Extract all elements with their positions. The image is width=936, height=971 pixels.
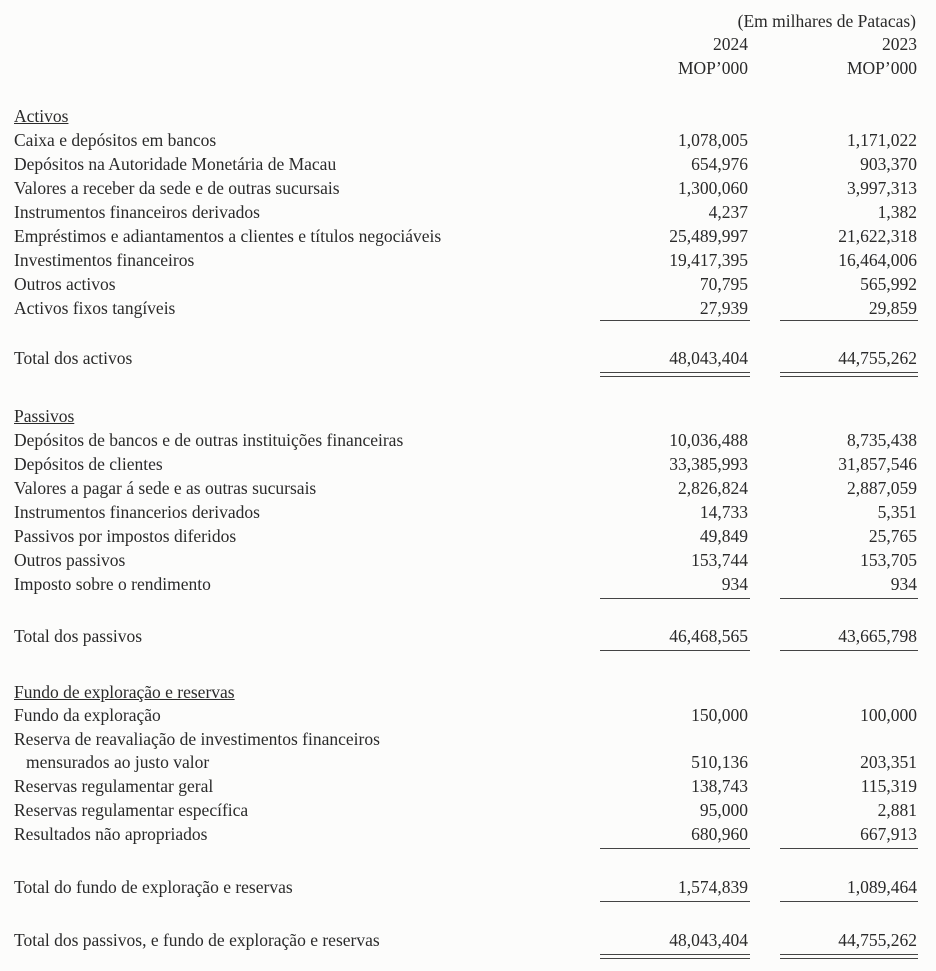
table-row xyxy=(14,176,924,200)
value-2023: 44,755,262 xyxy=(838,930,917,950)
table-row xyxy=(14,798,924,822)
table-row xyxy=(14,272,924,296)
value-2023: 2,887,059 xyxy=(847,478,917,498)
total-assets-row xyxy=(14,346,924,370)
value-2024: 153,744 xyxy=(691,550,748,570)
value-2024: 49,849 xyxy=(699,526,748,546)
row-label: Depósitos de clientes xyxy=(14,454,163,474)
table-row xyxy=(14,476,924,500)
value-2023: 44,755,262 xyxy=(838,348,917,368)
table-row xyxy=(14,727,924,751)
subtotal-rule xyxy=(780,598,918,599)
value-2023: 2,881 xyxy=(877,800,917,820)
row-label: Total dos passivos, e fundo de exploração e reservas xyxy=(14,930,380,950)
value-2024: 95,000 xyxy=(699,800,748,820)
value-2024: 680,960 xyxy=(691,824,748,844)
table-row xyxy=(14,774,924,798)
row-label: Activos fixos tangíveis xyxy=(14,298,176,318)
value-2023: 565,992 xyxy=(860,274,917,294)
value-2024: 1,078,005 xyxy=(678,130,748,150)
table-row xyxy=(14,248,924,272)
table-row xyxy=(14,500,924,524)
currency-2024-header: MOP’000 xyxy=(677,58,748,78)
total-liabilities-row xyxy=(14,624,924,648)
double-rule xyxy=(600,372,750,377)
value-2023: 5,351 xyxy=(877,502,917,522)
row-label: Depósitos na Autoridade Monetária de Macau xyxy=(14,154,337,174)
subtotal-rule xyxy=(600,848,750,849)
value-2024: 138,743 xyxy=(691,776,748,796)
row-label: Total dos passivos xyxy=(14,626,143,646)
value-2024: 2,826,824 xyxy=(678,478,748,498)
subtotal-rule xyxy=(600,598,750,599)
row-label: Total dos activos xyxy=(14,348,133,368)
value-2023: 43,665,798 xyxy=(838,626,917,646)
subtotal-rule xyxy=(780,320,918,321)
value-2024: 1,300,060 xyxy=(678,178,748,198)
value-2024: 10,036,488 xyxy=(669,430,748,450)
value-2024: 510,136 xyxy=(691,752,748,772)
table-row xyxy=(14,152,924,176)
value-2023: 8,735,438 xyxy=(847,430,917,450)
row-label: Instrumentos financerios derivados xyxy=(14,502,260,522)
value-2023: 21,622,318 xyxy=(838,226,917,246)
row-label: Empréstimos e adiantamentos a clientes e títulos negociáveis xyxy=(14,226,442,246)
subtotal-rule xyxy=(600,320,750,321)
table-row xyxy=(14,572,924,596)
row-label: Outros activos xyxy=(14,274,116,294)
row-label: Investimentos financeiros xyxy=(14,250,195,270)
row-label: Reservas regulamentar geral xyxy=(14,776,214,796)
value-2024: 654,976 xyxy=(691,154,748,174)
value-2024: 48,043,404 xyxy=(669,348,748,368)
value-2023: 1,089,464 xyxy=(847,877,917,897)
equity-section-title xyxy=(14,680,924,704)
table-row xyxy=(14,200,924,224)
value-2023: 1,382 xyxy=(877,202,917,222)
row-label: Valores a receber da sede e de outras sucursais xyxy=(14,178,340,198)
value-2024: 14,733 xyxy=(699,502,748,522)
currency-2023-header: MOP’000 xyxy=(846,58,917,78)
row-label: Caixa e depósitos em bancos xyxy=(14,130,217,150)
row-label: Total do fundo de exploração e reservas xyxy=(14,877,293,897)
row-label: mensurados ao justo valor xyxy=(26,752,210,772)
value-2023: 25,765 xyxy=(868,526,917,546)
value-2023: 903,370 xyxy=(860,154,917,174)
double-rule xyxy=(600,954,750,959)
row-label: Fundo da exploração xyxy=(14,705,161,725)
grand-total-row xyxy=(14,928,924,952)
value-2023: 3,997,313 xyxy=(847,178,917,198)
value-2023: 31,857,546 xyxy=(838,454,917,474)
value-2024: 150,000 xyxy=(691,705,748,725)
row-label: Imposto sobre o rendimento xyxy=(14,574,211,594)
table-row xyxy=(14,548,924,572)
row-label: Resultados não apropriados xyxy=(14,824,208,844)
year-2023-header: 2023 xyxy=(882,34,917,54)
value-2024: 19,417,395 xyxy=(669,250,748,270)
table-row xyxy=(14,296,924,320)
section-title: Passivos xyxy=(14,406,75,426)
value-2024: 25,489,997 xyxy=(669,226,748,246)
row-label: Outros passivos xyxy=(14,550,126,570)
double-rule xyxy=(780,372,918,377)
value-2024: 70,795 xyxy=(699,274,748,294)
section-title: Activos xyxy=(14,106,69,126)
value-2023: 1,171,022 xyxy=(847,130,917,150)
table-row xyxy=(14,524,924,548)
table-row xyxy=(14,452,924,476)
value-2023: 100,000 xyxy=(860,705,917,725)
table-row xyxy=(14,750,924,774)
value-2023: 934 xyxy=(890,574,917,594)
value-2023: 667,913 xyxy=(860,824,917,844)
total-equity-row xyxy=(14,875,924,899)
row-label: Instrumentos financeiros derivados xyxy=(14,202,260,222)
value-2024: 48,043,404 xyxy=(669,930,748,950)
liabilities-section-title xyxy=(14,404,924,428)
assets-section-title xyxy=(14,104,924,128)
value-2024: 934 xyxy=(721,574,748,594)
value-2023: 115,319 xyxy=(860,776,917,796)
value-2024: 33,385,993 xyxy=(669,454,748,474)
table-row xyxy=(14,822,924,846)
table-row xyxy=(14,128,924,152)
value-2023: 29,859 xyxy=(868,298,917,318)
row-label: Passivos por impostos diferidos xyxy=(14,526,237,546)
value-2023: 16,464,006 xyxy=(838,250,917,270)
subtotal-rule xyxy=(780,848,918,849)
value-2024: 4,237 xyxy=(708,202,748,222)
subtotal-rule xyxy=(780,901,918,902)
table-row xyxy=(14,224,924,248)
double-rule xyxy=(780,954,918,959)
subtotal-rule xyxy=(780,650,918,651)
value-2024: 46,468,565 xyxy=(669,626,748,646)
subtotal-rule xyxy=(600,901,750,902)
value-2024: 27,939 xyxy=(699,298,748,318)
row-label: Reservas regulamentar específica xyxy=(14,800,249,820)
row-label: Depósitos de bancos e de outras instituições financeiras xyxy=(14,430,404,450)
unit-note: (Em milhares de Patacas) xyxy=(737,11,916,31)
value-2023: 153,705 xyxy=(860,550,917,570)
section-title: Fundo de exploração e reservas xyxy=(14,682,235,702)
row-label: Reserva de reavaliação de investimentos financeiros xyxy=(14,729,380,749)
value-2024: 1,574,839 xyxy=(678,877,748,897)
year-2024-header: 2024 xyxy=(713,34,748,54)
table-row xyxy=(14,703,924,727)
subtotal-rule xyxy=(600,650,750,651)
row-label: Valores a pagar á sede e as outras sucursais xyxy=(14,478,317,498)
value-2023: 203,351 xyxy=(860,752,917,772)
table-row xyxy=(14,428,924,452)
